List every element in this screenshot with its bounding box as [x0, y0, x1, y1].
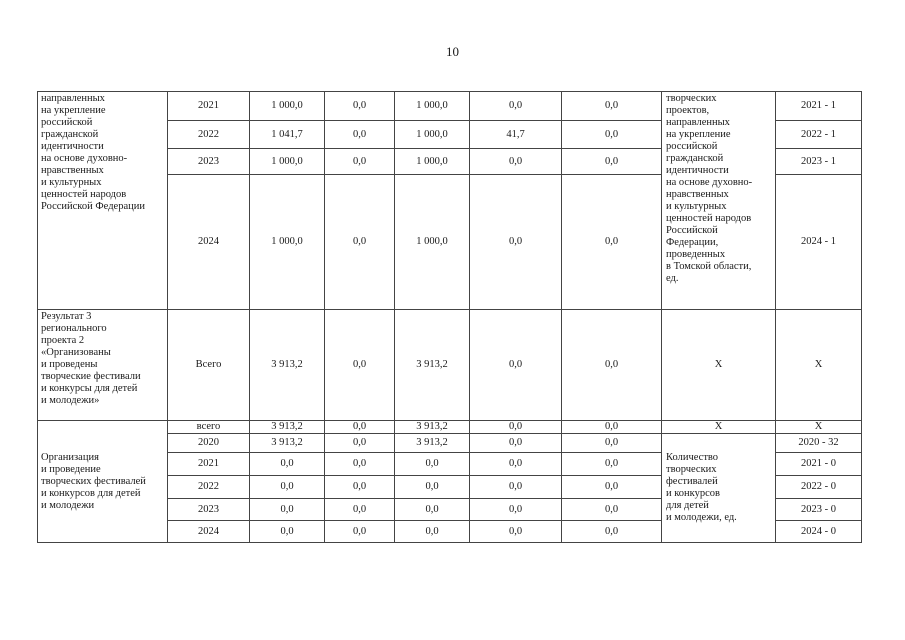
other-cell: 0,0 — [562, 499, 662, 521]
target-cell: Х — [776, 310, 862, 421]
total-cell: 1 000,0 — [250, 175, 325, 310]
other-cell: 0,0 — [562, 421, 662, 434]
year-cell: 2024 — [168, 175, 250, 310]
indicator-description: Количество творческих фестивалей и конкурсов для детей и молодежи, ед. — [662, 434, 776, 543]
total-cell: 3 913,2 — [250, 434, 325, 453]
federal-cell: 0,0 — [325, 121, 395, 149]
other-cell: 0,0 — [562, 175, 662, 310]
regional-cell: 1 000,0 — [395, 121, 470, 149]
target-cell: 2024 - 1 — [776, 175, 862, 310]
federal-cell: 0,0 — [325, 434, 395, 453]
regional-cell: 1 000,0 — [395, 149, 470, 175]
table-row — [38, 310, 862, 421]
total-cell: 3 913,2 — [250, 421, 325, 434]
regional-cell: 3 913,2 — [395, 310, 470, 421]
other-cell: 0,0 — [562, 434, 662, 453]
year-cell: Всего — [168, 310, 250, 421]
target-cell: 2021 - 0 — [776, 453, 862, 476]
year-cell: 2021 — [168, 453, 250, 476]
indicator-cell: Х — [662, 310, 776, 421]
target-cell: 2021 - 1 — [776, 92, 862, 121]
local-cell: 41,7 — [470, 121, 562, 149]
regional-cell: 3 913,2 — [395, 421, 470, 434]
other-cell: 0,0 — [562, 521, 662, 543]
measure-description: направленных на укрепление российской гражданской идентичности на основе духовно- нравственных и культурных ценностей народов Российской Федерации — [38, 92, 168, 310]
federal-cell: 0,0 — [325, 149, 395, 175]
year-cell: 2024 — [168, 521, 250, 543]
total-cell: 1 000,0 — [250, 149, 325, 175]
total-cell: 0,0 — [250, 521, 325, 543]
measure-description: Организация и проведение творческих фестивалей и конкурсов для детей и молодежи — [38, 421, 168, 543]
budget-table — [37, 91, 862, 543]
total-cell: 3 913,2 — [250, 310, 325, 421]
local-cell: 0,0 — [470, 476, 562, 499]
other-cell: 0,0 — [562, 121, 662, 149]
target-cell: 2024 - 0 — [776, 521, 862, 543]
regional-cell: 0,0 — [395, 476, 470, 499]
target-cell: 2023 - 1 — [776, 149, 862, 175]
federal-cell: 0,0 — [325, 310, 395, 421]
local-cell: 0,0 — [470, 521, 562, 543]
table-row — [38, 92, 862, 121]
federal-cell: 0,0 — [325, 92, 395, 121]
regional-cell: 3 913,2 — [395, 434, 470, 453]
target-cell: Х — [776, 421, 862, 434]
indicator-cell: Х — [662, 421, 776, 434]
target-cell: 2022 - 1 — [776, 121, 862, 149]
regional-cell: 0,0 — [395, 499, 470, 521]
federal-cell: 0,0 — [325, 499, 395, 521]
federal-cell: 0,0 — [325, 453, 395, 476]
total-cell: 1 000,0 — [250, 92, 325, 121]
target-cell: 2023 - 0 — [776, 499, 862, 521]
local-cell: 0,0 — [470, 421, 562, 434]
local-cell: 0,0 — [470, 149, 562, 175]
total-cell: 0,0 — [250, 499, 325, 521]
regional-cell: 0,0 — [395, 521, 470, 543]
other-cell: 0,0 — [562, 149, 662, 175]
year-cell: 2021 — [168, 92, 250, 121]
year-cell: 2023 — [168, 149, 250, 175]
table-row — [38, 421, 862, 434]
target-cell: 2020 - 32 — [776, 434, 862, 453]
indicator-description: творческих проектов, направленных на укрепление российской гражданской идентичности на основе духовно- нравственных и культурных ценностей народов Российской Федерации, проведенных в Томской области, ед. — [662, 92, 776, 310]
local-cell: 0,0 — [470, 310, 562, 421]
other-cell: 0,0 — [562, 476, 662, 499]
local-cell: 0,0 — [470, 434, 562, 453]
target-cell: 2022 - 0 — [776, 476, 862, 499]
total-cell: 0,0 — [250, 476, 325, 499]
regional-cell: 1 000,0 — [395, 92, 470, 121]
local-cell: 0,0 — [470, 92, 562, 121]
local-cell: 0,0 — [470, 175, 562, 310]
total-cell: 1 041,7 — [250, 121, 325, 149]
result-description: Результат 3 регионального проекта 2 «Организованы и проведены творческие фестивали и конкурсы для детей и молодежи» — [38, 310, 168, 421]
year-cell: 2022 — [168, 121, 250, 149]
federal-cell: 0,0 — [325, 421, 395, 434]
page-number: 10 — [446, 44, 459, 59]
other-cell: 0,0 — [562, 453, 662, 476]
year-cell: 2020 — [168, 434, 250, 453]
federal-cell: 0,0 — [325, 521, 395, 543]
other-cell: 0,0 — [562, 92, 662, 121]
local-cell: 0,0 — [470, 453, 562, 476]
year-cell: 2023 — [168, 499, 250, 521]
federal-cell: 0,0 — [325, 175, 395, 310]
total-cell: 0,0 — [250, 453, 325, 476]
regional-cell: 0,0 — [395, 453, 470, 476]
year-cell: 2022 — [168, 476, 250, 499]
other-cell: 0,0 — [562, 310, 662, 421]
local-cell: 0,0 — [470, 499, 562, 521]
federal-cell: 0,0 — [325, 476, 395, 499]
year-cell: всего — [168, 421, 250, 434]
regional-cell: 1 000,0 — [395, 175, 470, 310]
